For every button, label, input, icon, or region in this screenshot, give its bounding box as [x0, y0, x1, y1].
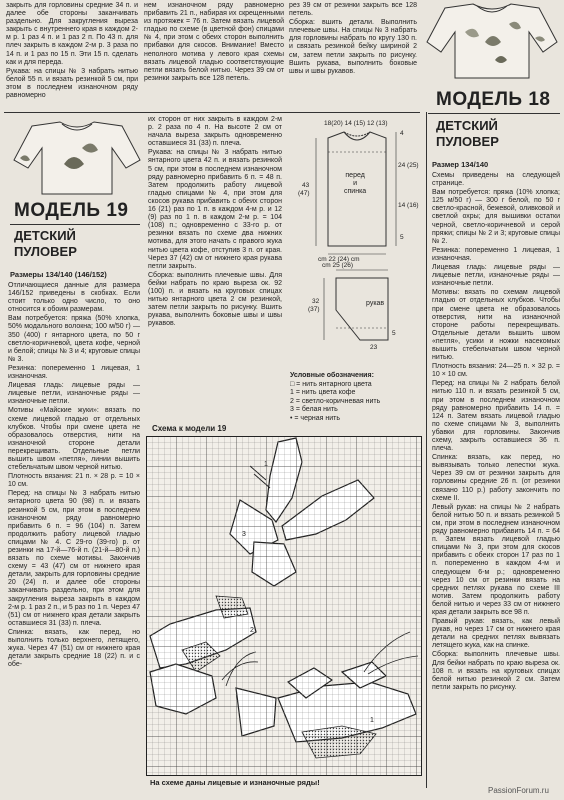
legend-item: □ = нить янтарного цвета	[290, 380, 372, 388]
model19-title: МОДЕЛЬ 19	[14, 200, 129, 221]
schematic-panel-label	[344, 172, 366, 196]
model18-text	[432, 172, 560, 693]
model19-text	[8, 282, 140, 670]
top-right-text	[289, 2, 417, 77]
column-divider	[426, 112, 427, 788]
schematic-right-dim: 4	[400, 130, 404, 137]
text-para: Лицевая гладь: лицевые ряды — лицевые петли, изнаночные ряды — изнаночные петли.	[432, 264, 560, 288]
grid-label: 1	[370, 717, 374, 724]
legend-item: • = черная нить	[290, 414, 340, 422]
schematic-right-dim: 14 (16)	[398, 202, 419, 209]
model19-subtitle-1: ДЕТСКИЙ	[14, 228, 76, 243]
text-para: Правый рукав: вязать, как левый рукав, но через 17 см от нижнего края детали на средних петлях вывязать летящего жука, как на спинке.	[432, 618, 560, 650]
panel-label-line: спинка	[344, 188, 367, 195]
text-para: Спинка: вязать, как перед, но вывязывать только лепестки жука. Через 39 см от резинки закрыть для горловины средние 26 п. (от резинки связано 110 р.) работу закончить по схеме II.	[432, 454, 560, 502]
text-para: Вам потребуется: пряжа (10% хлопка; 125 м/50 г) — 300 г белой, по 50 г светло-красной, бежевой, оливковой и светлой охры; для вышивки остатки черной, светло-коричневой и серой пряжи; спицы № 2 и 3; круговые спицы № 2.	[432, 189, 560, 245]
garment-schematic	[288, 118, 424, 358]
text-para: Резинка: попеременно 1 лицевая, 1 изнаночная.	[8, 364, 140, 381]
sweater-sketch-model19	[12, 118, 142, 198]
text-para: нем изнаночном ряду равномерно прибавить 21 п., набирая их скрещенными из протяжек = 76 п. Затем вязать лицевой гладью по схеме (в цветной фон) спицами № 4, при этом с обеих сторон выполнить прибавки для скосов. Внимание! Вместо неполного мотива у левого края схемы вязать лицевой гладью соответствующие петли вязать белой нитью. Через 39 см от резинки закрыть все 128 петель.	[144, 2, 284, 82]
watermark: PassionForum.ru	[488, 786, 549, 795]
model18-subtitle-1: ДЕТСКИЙ	[436, 118, 498, 133]
legend-item: 1 = нить цвета кофе	[290, 389, 356, 396]
text-para: закрыть для горловины средние 34 п. и далее обе стороны заканчивать раздельно. Для закругления выреза закрыть с внутреннего края в каждом 2-м р. 1 раз 4 п. и 1 раз 2 п. По 43 п. для плеч закрыть в каждом 2-м р. 3 раза по 14 п. и 1 раз по 15 п. Эти 15 п. сделать как и для переда.	[6, 2, 138, 66]
text-para: Отличающиеся данные для размера 146/152 приведены в скобках. Если стоит только одно число, то оно относится к обоим размерам.	[8, 282, 140, 314]
text-para: Мотивы: вязать по схемам лицевой гладью от отдельных клубков. Чтобы при смене цвета не образовалось отверстия, нити на изнаночной стороне работы перекрещивать. Отдельные детали вышить швом «петля», усики и ножки насекомых вышить стебельчатым швом черной нитью.	[432, 289, 560, 362]
sleeve-left-dim: 32	[312, 298, 320, 305]
model18-size: Размер 134/140	[432, 160, 489, 169]
panel-label-line: и	[353, 180, 358, 187]
model19-subtitle-2: ПУЛОВЕР	[14, 244, 77, 259]
schematic-left-dim: (47)	[298, 190, 310, 197]
text-para: Сборка: вшить детали. Выполнить плечевые швы. На спицы № 3 набрать для горловины набрать по кругу 130 п. и связать резинкой бейку шириной 2 см, затем петли закрыть по рисунку. Вшить рукава, выполнить боковые швы и швы рукавов.	[289, 19, 417, 75]
grid-note: На схеме даны лицевые и изнаночные ряды!	[150, 778, 320, 787]
sweater-sketch-model18	[425, 2, 559, 82]
sleeve-top-dim: cm 25 (26)	[322, 262, 354, 269]
sleeve-bottom-dim: 23	[370, 344, 378, 351]
text-para: Плотность вязания: 24—25 п. × 32 р. = 10 × 10 см.	[432, 363, 560, 379]
legend-item: 2 = светло-коричневая нить	[290, 397, 381, 405]
text-para: Рукава: на спицы № 3 набрать нитью белой 55 п. и вязать резинкой 5 см, при этом в последнем изнаночном ряду равномерно	[6, 67, 138, 100]
grid-title: Схема к модели 19	[152, 424, 227, 433]
model18-title: МОДЕЛЬ 18	[436, 89, 551, 110]
model19-size: Размеры 134/140 (146/152)	[10, 270, 107, 279]
schematic-right-dim: 24 (25)	[398, 162, 419, 169]
schematic-right-dim: 5	[400, 234, 404, 241]
sleeve-left-dim: (37)	[308, 306, 320, 313]
mid-column-text	[148, 116, 282, 329]
text-para: Плотность вязания: 21 п. × 28 р. = 10 × 10 см.	[8, 473, 140, 489]
text-para: их сторон от них закрыть в каждом 2-м р. 2 раза по 4 п. На высоте 2 см от начала выреза закрыть одновременно оставшиеся 31 (33) п. плеча.	[148, 116, 282, 148]
text-para: рез 39 см от резинки закрыть все 128 петель.	[289, 2, 417, 18]
divider	[10, 224, 140, 225]
legend	[290, 372, 422, 423]
legend-title: Условные обозначения:	[290, 372, 374, 379]
grid-label: 2	[250, 627, 254, 634]
text-para: Лицевая гладь: лицевые ряды — лицевые петли, изнаночные ряды — изнаночные петли.	[8, 382, 140, 406]
grid-label: 1	[264, 461, 268, 468]
sleeve-right-dim: 5	[392, 330, 396, 337]
schematic-bottom-dims: cm 22 (24) cm	[318, 256, 360, 263]
text-para: Резинка: попеременно 1 лицевая, 1 изнаночная.	[432, 246, 560, 262]
divider	[4, 112, 420, 113]
schematic-left-dim: 43	[302, 182, 310, 189]
text-para: Спинка: вязать, как перед, но выполнить только верхнего, летящего, жука. Через 47 (51) см от нижнего края детали закрыть средние 18 (22) п. и с обе-	[8, 628, 140, 669]
text-para: Перед: на спицы № 3 набрать нитью янтарного цвета 90 (98) п. и вязать резинкой 5 см, при этом в последнем изнаночном ряду равномерно прибавить 6 п. = 96 (104) п. Затем продолжить работу лицевой гладью спицами № 4. С 29-го (39-го) р. от резинки на 17-й—76-й п. (21-й—80-й п.) вязать по схеме мотивы. Закончив схему = 43 (47) см от нижнего края детали, закрыть для горловины средние 20 (24) п. и далее обе стороны заканчивать раздельно, при этом для закругления выреза закрыть в каждом 2-м р. 1 раз 2 п., и 5 раз по 1 п. Через 47 (51) см от нижнего края детали закрыть оставшиеся 31 (33) п. плеча.	[8, 490, 140, 627]
text-para: Сборка: выполнить плечевые швы. Для бейки набрать по краю выреза ок. 92 (100) п. и вязать на круговых спицах нитью янтарного цвета 2 см резинкой, затем петли закрыть по рисунку. Вшить рукава, выполнить боковые швы и швы рукавов.	[148, 271, 282, 328]
panel-label-line: перед	[345, 172, 365, 179]
text-para: Перед: на спицы № 2 набрать белой нитью 110 п. и вязать резинкой 5 см, при этом в последнем изнаночном ряду равномерно прибавить 14 п. = 124 п. Затем вязать лицевой гладью по схеме спицами № 3, выполнить убавки для горловины. Закончив схему, закрыть оставшиеся 36 п. плеча.	[432, 380, 560, 453]
divider	[428, 113, 560, 114]
sleeve-label: рукав	[366, 300, 385, 307]
top-left-text	[6, 2, 138, 101]
legend-item: 3 = белая нить	[290, 406, 338, 413]
text-para: Левый рукав: на спицы № 2 набрать белой нитью 50 п. и вязать резинкой 5 см, при этом в последнем изнаночном ряду равномерно прибавить 14 п. = 64 п. Затем вязать лицевой гладью спицами № 3, при этом для скосов прибавить с обеих сторон 17 раз по 1 п. попеременно в каждом 4-м и следующем 6-м р.; одновременно через 10 см от резинки вязать на средних петлях рукава по схеме III мотив. Затем продолжить работу белой нитью и через 33 см от нижнего края детали закрыть все 98 п.	[432, 503, 560, 616]
grid-label: 3	[242, 531, 246, 538]
knitting-chart	[146, 436, 422, 776]
text-para: Мотивы «Майские жуки»: вязать по схеме лицевой гладью от отдельных клубков. Чтобы при смене цвета не образовалось отверстия, нити на изнаночной стороне детали перекрещивать. Отдельные петли вышить швом «петля», линии вышить стебельчатым швом черной нитью.	[8, 407, 140, 472]
text-para: Сборка: выполнить плечевые швы. Для бейки набрать по краю выреза ок. 108 п. и вязать на круговых спицах белой нитью резинкой 2 см. Затем петли закрыть по рисунку.	[432, 651, 560, 691]
text-para: Рукава: на спицы № 3 набрать нитью янтарного цвета 42 п. и вязать резинкой 5 см, при этом в последнем изнаночном ряду равномерно прибавить 6 п. = 48 п. Затем продолжить работу лицевой гладью спицами № 4, при этом для скосов рукава прибавить с обеих сторон 16 (21) раз по 1 п. в каждом 4-м р. и 12 (9) раз по 1 п. в каждом 2-м р. = 104 (108) п.; одновременно с 33-го р. от резинки вязать по схеме два нижних мотива, для этого начать с правого жука нитью цвета кофе, отступив 3 п. от края. Через 37 (42) см от нижнего края рукава петли закрыть.	[148, 149, 282, 270]
top-mid-text	[144, 2, 284, 84]
text-para: Вам потребуется: пряжа (50% хлопка, 50% модального волокна; 100 м/50 г) — 350 (400) г янтарного цвета, по 50 г светло-коричневой, цвета кофе, черной и белой; спицы № 3 и 4; круговые спицы № 3.	[8, 315, 140, 363]
schematic-top-dims: 18(20) 14 (15) 12 (13)	[324, 120, 388, 127]
model18-subtitle-2: ПУЛОВЕР	[436, 134, 499, 149]
text-para: Схемы приведены на следующей странице.	[432, 172, 560, 188]
